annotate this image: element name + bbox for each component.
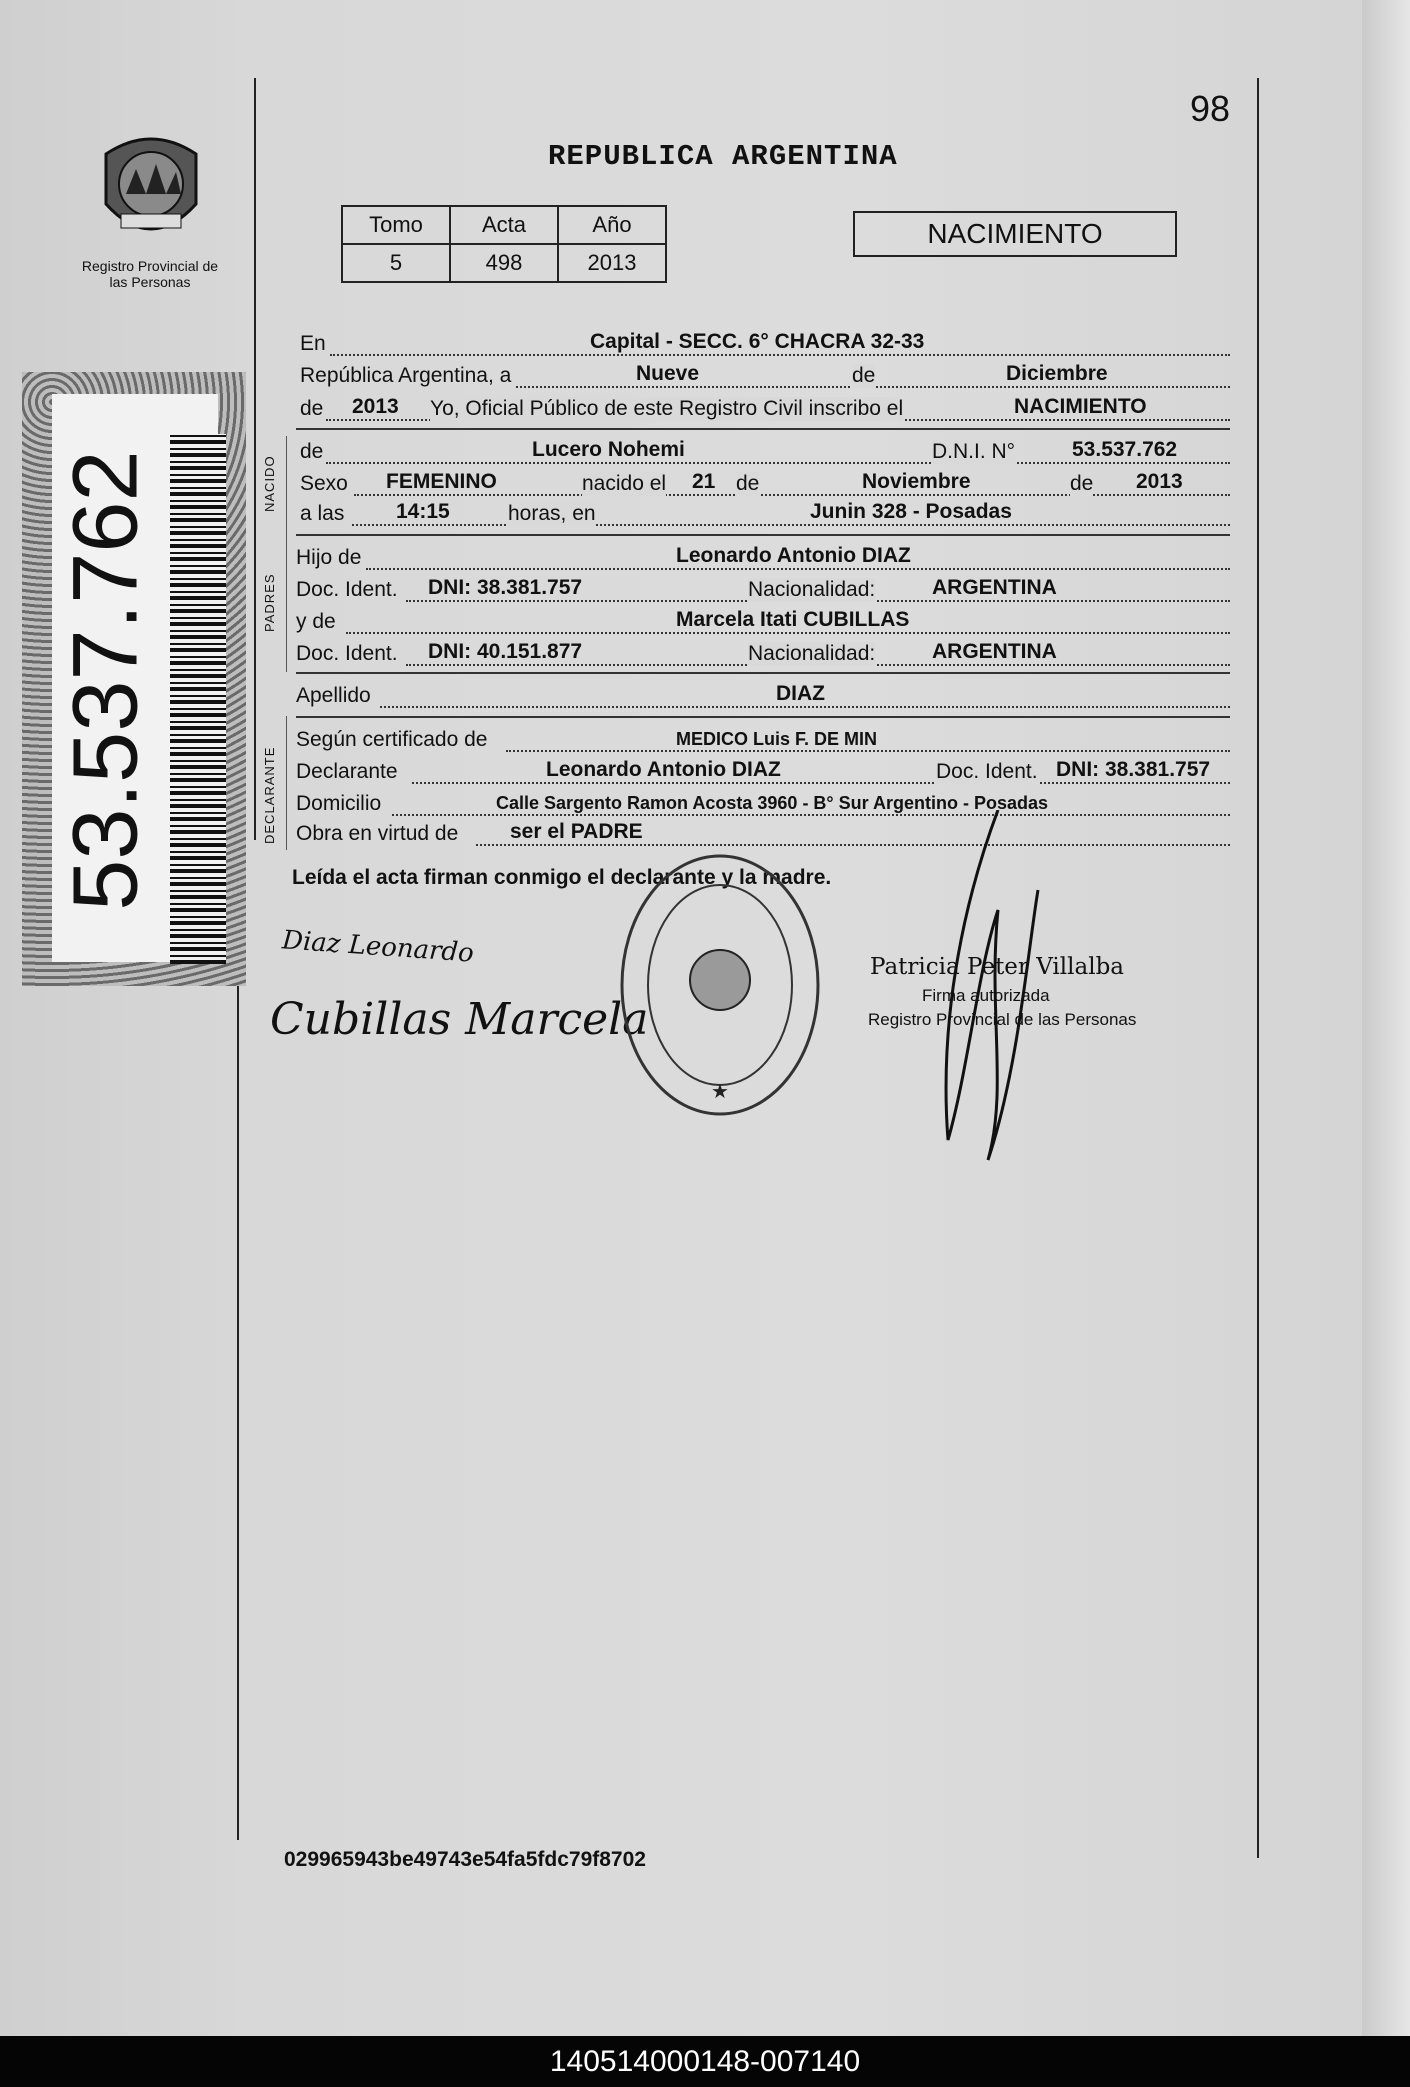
- row-madre: [296, 608, 1230, 636]
- address-value: Calle Sargento Ramon Acosta 3960 - B° Sur Argentino - Posadas: [496, 793, 1048, 813]
- birthplace-value: Junin 328 - Posadas: [810, 500, 1012, 523]
- section-divider: [286, 540, 287, 672]
- nacionalidad-label: Nacionalidad:: [748, 578, 876, 601]
- closing-text: Leída el acta firman conmigo el declarante y la madre.: [292, 866, 832, 889]
- official-role: Firma autorizada: [922, 986, 1050, 1005]
- de3-label: de: [300, 440, 324, 463]
- official-stamp: [618, 852, 822, 1118]
- row-apellido: [296, 682, 1230, 710]
- footer-code: 140514000148-007140: [0, 2036, 1410, 2087]
- official-name: Patricia Peter Villalba: [870, 954, 1124, 980]
- row-hijo: [296, 544, 1230, 572]
- docid-label: Doc. Ident.: [296, 578, 398, 601]
- divider: [296, 672, 1230, 674]
- table-row: [342, 206, 666, 244]
- dni-label: D.N.I. N°: [932, 440, 1016, 463]
- obra-label: Obra en virtud de: [296, 822, 459, 845]
- tomo-header: Tomo: [342, 206, 450, 244]
- mother-nationality: ARGENTINA: [932, 640, 1057, 663]
- official-signature: [928, 810, 1048, 1170]
- svg-text:★: ★: [711, 1081, 729, 1103]
- de2-label: de: [300, 397, 324, 420]
- barcode-number: 53.537.762: [54, 450, 157, 911]
- row-oficial: [296, 395, 1230, 423]
- act-value: NACIMIENTO: [1014, 395, 1147, 418]
- docid-label: Doc. Ident.: [296, 642, 398, 665]
- year-value: 2013: [352, 395, 399, 418]
- signature-father: Diaz Leonardo: [281, 925, 475, 969]
- de5-label: de: [1070, 472, 1094, 495]
- logo-caption: Registro Provincial de las Personas: [81, 258, 219, 290]
- surname-value: DIAZ: [776, 682, 825, 705]
- row-republica: [296, 362, 1230, 390]
- province-seal-logo: [96, 124, 206, 248]
- nacido-label: nacido el: [582, 472, 667, 495]
- left-margin-line-lower: [237, 840, 239, 1840]
- record-type-box: NACIMIENTO: [853, 211, 1177, 257]
- anio-header: Año: [558, 206, 666, 244]
- row-hora: [296, 500, 1230, 528]
- en-label: En: [300, 332, 326, 355]
- time-value: 14:15: [396, 500, 450, 523]
- mother-doc: DNI: 40.151.877: [428, 640, 583, 663]
- sex-value: FEMENINO: [386, 470, 497, 493]
- row-sexo: [296, 470, 1230, 498]
- tomo-value: 5: [342, 244, 450, 282]
- name-value: Lucero Nohemi: [532, 438, 685, 461]
- alas-label: a las: [300, 502, 345, 525]
- month-value: Diciembre: [1006, 362, 1108, 385]
- hijo-label: Hijo de: [296, 546, 362, 569]
- section-divider: [286, 436, 287, 542]
- section-label-padres: PADRES: [262, 573, 277, 632]
- row-en: [296, 330, 1230, 358]
- row-nombre: [296, 438, 1230, 466]
- row-obra: [296, 820, 1230, 848]
- official-office: Registro Provincial de las Personas: [868, 1010, 1137, 1029]
- acta-header: Acta: [450, 206, 558, 244]
- birth-year-value: 2013: [1136, 470, 1183, 493]
- anio-value: 2013: [558, 244, 666, 282]
- declarante-label: Declarante: [296, 760, 398, 783]
- decl-doc-label: Doc. Ident.: [936, 760, 1038, 783]
- page-number: 98: [1190, 88, 1231, 129]
- section-divider: [286, 716, 287, 850]
- divider: [296, 716, 1230, 718]
- relation-value: ser el PADRE: [510, 820, 643, 843]
- domicilio-label: Domicilio: [296, 792, 382, 815]
- father-nationality: ARGENTINA: [932, 576, 1057, 599]
- birth-day-value: 21: [692, 470, 716, 493]
- mother-name: Marcela Itati CUBILLAS: [676, 608, 910, 631]
- left-margin-line: [254, 78, 256, 840]
- birth-month-value: Noviembre: [862, 470, 971, 493]
- father-name: Leonardo Antonio DIAZ: [676, 544, 911, 567]
- yde-label: y de: [296, 610, 336, 633]
- nacionalidad-label: Nacionalidad:: [748, 642, 876, 665]
- registry-table: [341, 205, 667, 283]
- section-label-nacido: NACIDO: [262, 455, 277, 512]
- row-padre-doc: [296, 576, 1230, 604]
- document-hash: 029965943be49743e54fa5fdc79f8702: [284, 1848, 646, 1871]
- place-value: Capital - SECC. 6° CHACRA 32-33: [590, 330, 925, 353]
- certificate-value: MEDICO Luis F. DE MIN: [676, 729, 878, 749]
- sexo-label: Sexo: [300, 472, 348, 495]
- right-margin-line: [1257, 78, 1259, 1858]
- country-title: REPUBLICA ARGENTINA: [548, 140, 898, 173]
- acta-value: 498: [450, 244, 558, 282]
- row-declarante: [296, 758, 1230, 786]
- dni-value: 53.537.762: [1072, 438, 1178, 461]
- section-label-declarante: DECLARANTE: [262, 746, 277, 844]
- row-madre-doc: [296, 640, 1230, 668]
- de4-label: de: [736, 472, 760, 495]
- table-row: [342, 244, 666, 282]
- day-value: Nueve: [636, 362, 700, 385]
- barcode: [170, 434, 226, 964]
- horas-label: horas, en: [508, 502, 596, 525]
- oficial-text: Yo, Oficial Público de este Registro Civil inscribo el: [430, 397, 904, 420]
- row-certificado: [296, 726, 1230, 754]
- republica-label: República Argentina, a: [300, 364, 512, 387]
- certificado-label: Según certificado de: [296, 728, 488, 751]
- father-doc: DNI: 38.381.757: [428, 576, 583, 599]
- declarant-doc: DNI: 38.381.757: [1056, 758, 1211, 781]
- divider: [296, 534, 1230, 536]
- signature-mother: Cubillas Marcela: [270, 994, 649, 1045]
- apellido-label: Apellido: [296, 684, 371, 707]
- page-edge: [1362, 0, 1410, 2036]
- declarant-name: Leonardo Antonio DIAZ: [546, 758, 781, 781]
- divider: [296, 428, 1230, 430]
- row-domicilio: [296, 790, 1230, 818]
- de-label: de: [852, 364, 876, 387]
